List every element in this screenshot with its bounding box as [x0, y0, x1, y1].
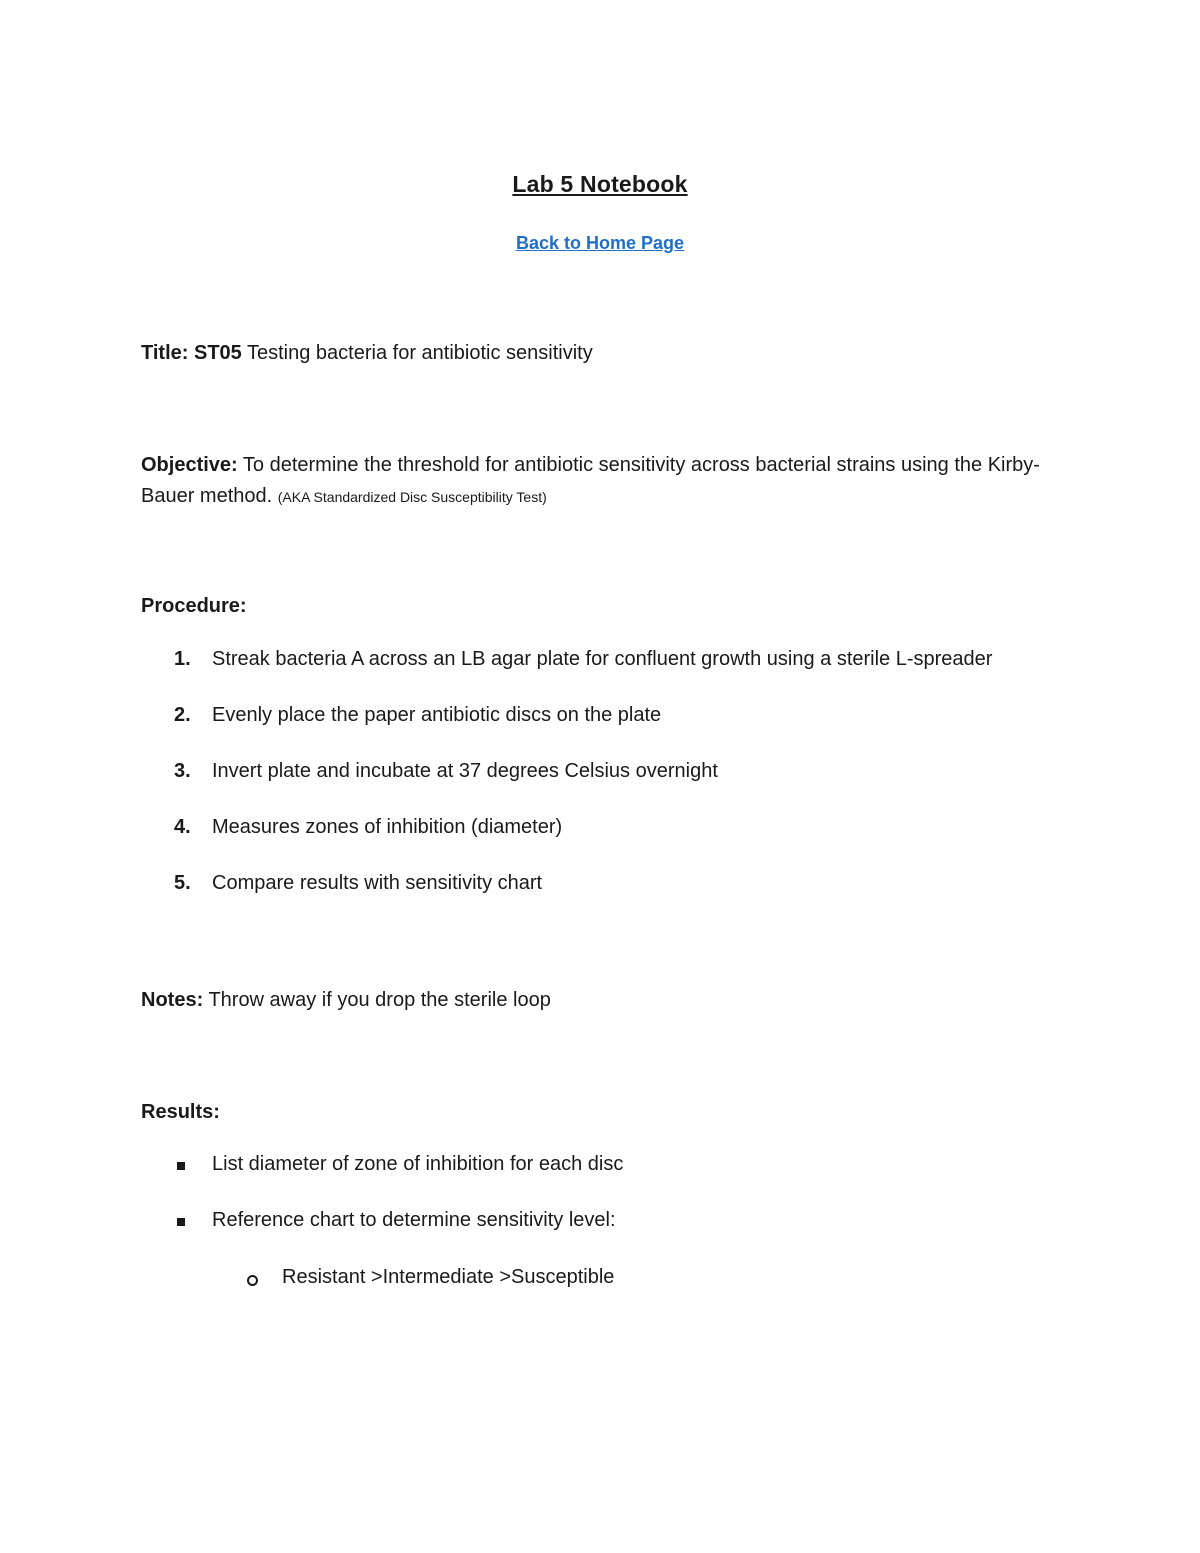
step-number: 5. [174, 872, 191, 894]
title-code: ST05 [193, 342, 242, 364]
results-heading: Results: [141, 1101, 220, 1123]
home-page-link[interactable]: Back to Home Page [515, 233, 685, 253]
step-text: Compare results with sensitivity chart [212, 872, 543, 894]
result-subitem-text: Resistant >Intermediate >Susceptible [282, 1266, 615, 1288]
objective-text: To determine the threshold for antibiotic sensitivity across bacterial strains using the Kirby-Bauer method. [141, 454, 1040, 507]
objective-paragraph [141, 450, 1071, 513]
step-number: 1. [174, 648, 191, 670]
procedure-heading: Procedure: [141, 595, 247, 617]
title-label: Title: [141, 342, 189, 364]
step-text: Streak bacteria A across an LB agar plate for confluent growth using a sterile L-spreader [212, 648, 993, 670]
step-number: 3. [174, 760, 191, 782]
step-text: Measures zones of inhibition (diameter) [212, 816, 563, 838]
document-title: Lab 5 Notebook [512, 171, 688, 197]
result-item-text: Reference chart to determine sensitivity level: [212, 1209, 616, 1231]
square-bullet-icon [177, 1162, 185, 1170]
notes-label: Notes: [141, 989, 204, 1011]
step-number: 2. [174, 704, 191, 726]
objective-note: (AKA Standardized Disc Susceptibility Test) [277, 489, 547, 505]
step-text: Evenly place the paper antibiotic discs on the plate [212, 704, 662, 726]
notes-line [141, 985, 551, 1016]
result-item-text: List diameter of zone of inhibition for each disc [212, 1153, 624, 1175]
circle-bullet-icon [247, 1275, 258, 1286]
title-text: Testing bacteria for antibiotic sensitivity [247, 342, 593, 364]
objective-label: Objective: [141, 454, 238, 476]
square-bullet-icon [177, 1218, 185, 1226]
step-text: Invert plate and incubate at 37 degrees Celsius overnight [212, 760, 718, 782]
notes-text: Throw away if you drop the sterile loop [208, 989, 551, 1011]
title-line [141, 338, 593, 369]
step-number: 4. [174, 816, 191, 838]
